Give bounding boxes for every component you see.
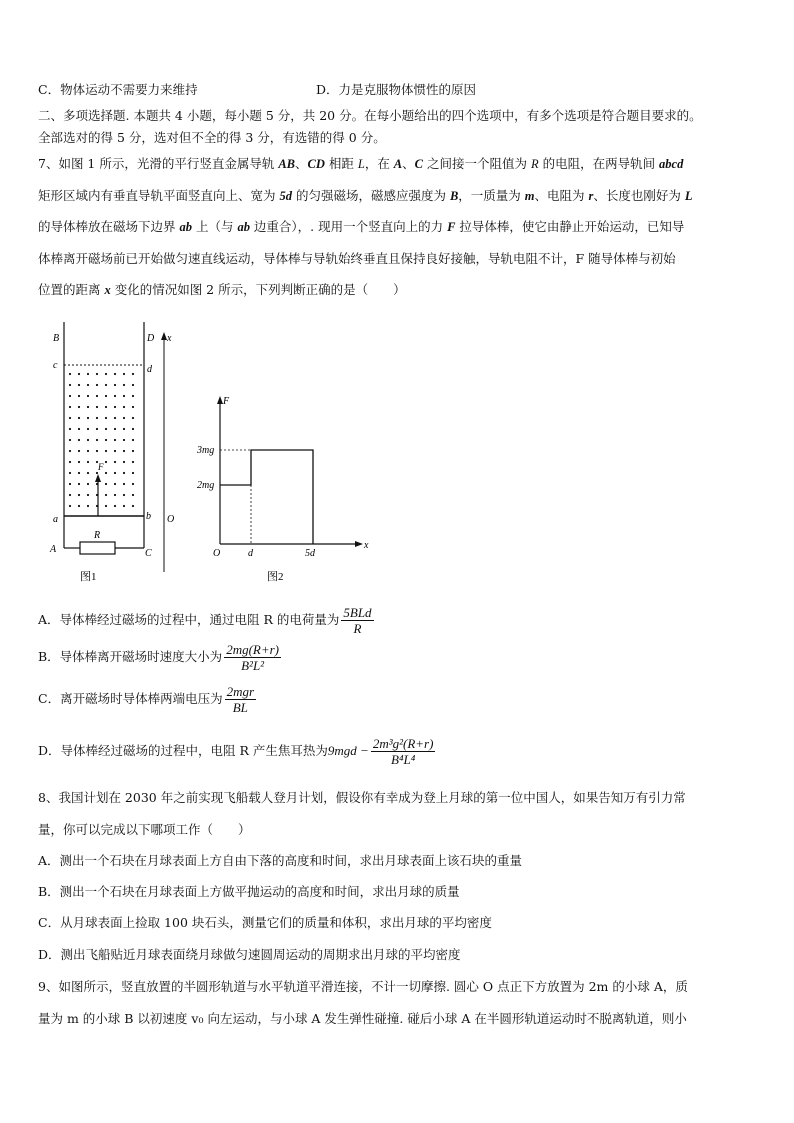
field-dot: [132, 417, 134, 419]
field-dot: [114, 406, 116, 408]
field-dot: [96, 472, 98, 474]
field-dot: [132, 450, 134, 452]
field-dot: [123, 494, 125, 496]
figure-2-caption: 图2: [267, 571, 284, 583]
label-b-upper: B: [53, 333, 60, 344]
field-dot: [78, 406, 80, 408]
field-dot: [114, 384, 116, 386]
field-dot: [132, 384, 134, 386]
q8-option-c: C．从月球表面上捡取 100 块石头，测量它们的质量和体积，求出月球的平均密度: [38, 915, 492, 930]
label-d: d: [147, 364, 152, 375]
field-dot: [87, 384, 89, 386]
field-dot: [78, 428, 80, 430]
q8-option-d: D．测出飞船贴近月球表面绕月球做匀速圆周运动的周期求出月球的平均密度: [38, 947, 461, 962]
field-dot: [87, 395, 89, 397]
field-dot: [105, 461, 107, 463]
label-x: x: [167, 333, 172, 344]
field-dot: [87, 505, 89, 507]
field-dot: [69, 373, 71, 375]
field-dot: [87, 406, 89, 408]
q7-stem-line5: 位置的距离 x 变化的情况如图 2 所示，下列判断正确的是（ ）: [38, 282, 406, 297]
tick-5d: 5d: [305, 548, 315, 559]
q7-stem-line4: 体棒离开磁场前已开始做匀速直线运动，导体棒与导轨始终垂直且保持良好接触，导轨电阻不计，F 随导体棒与初始: [38, 251, 676, 266]
tick-2mg: 2mg: [197, 480, 215, 491]
tick-3mg: 3mg: [197, 445, 215, 456]
field-dot: [96, 428, 98, 430]
q8-stem-line2: 量，你可以完成以下哪项工作（ ）: [38, 822, 251, 837]
q9-stem-line2: 量为 m 的小球 B 以初速度 v₀ 向左运动，与小球 A 发生弹性碰撞. 碰后小球 A 在半圆形轨道运动时不脱离轨道，则小: [38, 1011, 687, 1026]
field-dot: [105, 439, 107, 441]
field-dot: [87, 439, 89, 441]
field-dot: [105, 373, 107, 375]
q6-option-c: C．物体运动不需要力来维持: [38, 82, 198, 97]
fraction-c: $\frac{\text{2mgr}}{BL}$: [226, 684, 255, 715]
force-curve: [220, 450, 313, 544]
field-dot: [69, 395, 71, 397]
field-dot: [78, 439, 80, 441]
fraction-d: $\frac{\text{2m³g²(R+r)}}{\text{B⁴L⁴}}$: [372, 736, 434, 767]
field-dot: [114, 439, 116, 441]
field-dot: [87, 472, 89, 474]
field-dot: [78, 373, 80, 375]
field-dot: [96, 373, 98, 375]
field-dot: [105, 505, 107, 507]
field-dot: [105, 494, 107, 496]
field-dot: [123, 395, 125, 397]
field-dot: [132, 395, 134, 397]
field-dot: [114, 428, 116, 430]
field-dot: [96, 406, 98, 408]
label-d-upper: D: [147, 333, 155, 344]
field-dot: [69, 461, 71, 463]
field-dot: [123, 428, 125, 430]
field-dot: [132, 472, 134, 474]
field-dot: [105, 450, 107, 452]
field-dot: [105, 395, 107, 397]
field-dot: [87, 428, 89, 430]
q8-option-b: B．测出一个石块在月球表面上方做平抛运动的高度和时间，求出月球的质量: [38, 884, 460, 899]
field-dot: [123, 406, 125, 408]
field-dot: [78, 461, 80, 463]
q7-option-b: B．导体棒离开磁场时速度大小为 $\frac{2mg(R+r)}{\text{B²L²}}$: [38, 642, 280, 673]
field-dot: [132, 494, 134, 496]
field-dot: [87, 417, 89, 419]
field-dot: [78, 505, 80, 507]
f-axis-label: F: [223, 396, 230, 407]
q7-option-d: D．导体棒经过磁场的过程中，电阻 R 产生焦耳热为9mgd − $\frac{\text{2m³g²(R+r)}}{\text{B⁴L⁴}}$: [38, 736, 434, 767]
field-dot: [105, 417, 107, 419]
field-dot: [87, 483, 89, 485]
field-dot: [132, 461, 134, 463]
q8-option-a: A．测出一个石块在月球表面上方自由下落的高度和时间，求出月球表面上该石块的重量: [38, 853, 523, 868]
field-dot: [105, 483, 107, 485]
field-dot: [132, 406, 134, 408]
field-dot: [78, 417, 80, 419]
field-dot: [96, 450, 98, 452]
field-dot: [96, 384, 98, 386]
field-dot: [69, 417, 71, 419]
field-dot: [105, 406, 107, 408]
field-dot: [114, 450, 116, 452]
field-dot: [123, 417, 125, 419]
field-dot: [78, 395, 80, 397]
q8-stem-line1: 8、我国计划在 2030 年之前实现飞船载人登月计划，假设你有幸成为登上月球的第一位中国人，如果告知万有引力常: [38, 790, 686, 805]
section2-heading-line1: 二、多项选择题. 本题共 4 小题，每小题 5 分，共 20 分。在每小题给出的四个选项中，有多个选项是符合题目要求的。: [38, 108, 702, 123]
resistor-r: [80, 542, 115, 554]
field-dot: [69, 483, 71, 485]
field-dot: [105, 428, 107, 430]
tick-d: d: [248, 548, 253, 559]
field-dot: [96, 395, 98, 397]
section2-heading-line2: 全部选对的得 5 分，选对但不全的得 3 分，有选错的得 0 分。: [38, 130, 386, 145]
magnetic-field-dots: [69, 373, 134, 507]
q7-option-a: A．导体棒经过磁场的过程中，通过电阻 R 的电荷量为 $\frac{\text{5BLd}}{R}$: [38, 605, 372, 636]
field-dot: [114, 505, 116, 507]
field-dot: [87, 450, 89, 452]
field-dot: [132, 439, 134, 441]
field-dot: [132, 373, 134, 375]
label-o: O: [167, 514, 175, 525]
field-dot: [69, 505, 71, 507]
q7-stem-line2: 矩形区域内有垂直导轨平面竖直向上、宽为 5d 的匀强磁场，磁感应强度为 B，一质量为 m、电阻为 r、长度也刚好为 L: [38, 188, 693, 203]
label-a: a: [53, 514, 58, 525]
field-dot: [114, 417, 116, 419]
figure-1-rail-diagram: [40, 320, 190, 585]
field-dot: [114, 461, 116, 463]
label-b: b: [146, 511, 151, 522]
field-dot: [114, 472, 116, 474]
field-dot: [87, 494, 89, 496]
field-dot: [96, 439, 98, 441]
field-dot: [87, 461, 89, 463]
field-dot: [78, 494, 80, 496]
q9-stem-line1: 9、如图所示，竖直放置的半圆形轨道与水平轨道平滑连接，不计一切摩擦. 圆心 O 点正下方放置为 2m 的小球 A，质: [38, 979, 688, 994]
label-f: F: [98, 462, 104, 472]
q6-option-d: D．力是克服物体惯性的原因: [316, 82, 477, 97]
figure-1-caption: 图1: [80, 571, 97, 583]
field-dot: [123, 450, 125, 452]
field-dot: [69, 472, 71, 474]
field-dot: [123, 384, 125, 386]
figure-2-force-graph: [195, 392, 375, 585]
field-dot: [69, 450, 71, 452]
field-dot: [69, 428, 71, 430]
field-dot: [123, 461, 125, 463]
field-dot: [69, 494, 71, 496]
label-r: R: [94, 530, 101, 541]
field-dot: [78, 384, 80, 386]
q7-stem-line3: 的导体棒放在磁场下边界 ab 上（与 ab 边重合），. 现用一个竖直向上的力 F 拉导体棒，使它由静止开始运动，已知导: [38, 219, 685, 234]
field-dot: [123, 472, 125, 474]
field-dot: [78, 472, 80, 474]
q7-stem-line1: 7、如图 1 所示，光滑的平行竖直金属导轨 AB、CD 相距 L，在 A、C 之间接一个阻值为 R 的电阻，在两导轨间 abcd: [38, 156, 684, 171]
field-dot: [105, 384, 107, 386]
label-c: c: [53, 360, 58, 371]
field-dot: [114, 494, 116, 496]
fraction-b: $\frac{2mg(R+r)}{\text{B²L²}}$: [226, 642, 280, 673]
field-dot: [132, 428, 134, 430]
field-dot: [69, 384, 71, 386]
field-dot: [69, 439, 71, 441]
q7-option-c: C．离开磁场时导体棒两端电压为 $\frac{\text{2mgr}}{BL}$: [38, 684, 255, 715]
field-dot: [87, 373, 89, 375]
label-c-upper: C: [145, 548, 152, 559]
field-dot: [114, 373, 116, 375]
x-axis-label: x: [364, 540, 369, 551]
field-dot: [78, 483, 80, 485]
fraction-a: $\frac{\text{5BLd}}{R}$: [343, 605, 372, 636]
field-dot: [114, 483, 116, 485]
field-dot: [123, 505, 125, 507]
field-dot: [96, 417, 98, 419]
field-dot: [105, 472, 107, 474]
field-dot: [132, 483, 134, 485]
field-dot: [78, 450, 80, 452]
origin-label: O: [213, 548, 221, 559]
field-dot: [123, 373, 125, 375]
field-dot: [123, 483, 125, 485]
label-a-upper: A: [50, 544, 57, 555]
field-dot: [123, 439, 125, 441]
field-dot: [69, 406, 71, 408]
field-dot: [132, 505, 134, 507]
field-dot: [114, 395, 116, 397]
